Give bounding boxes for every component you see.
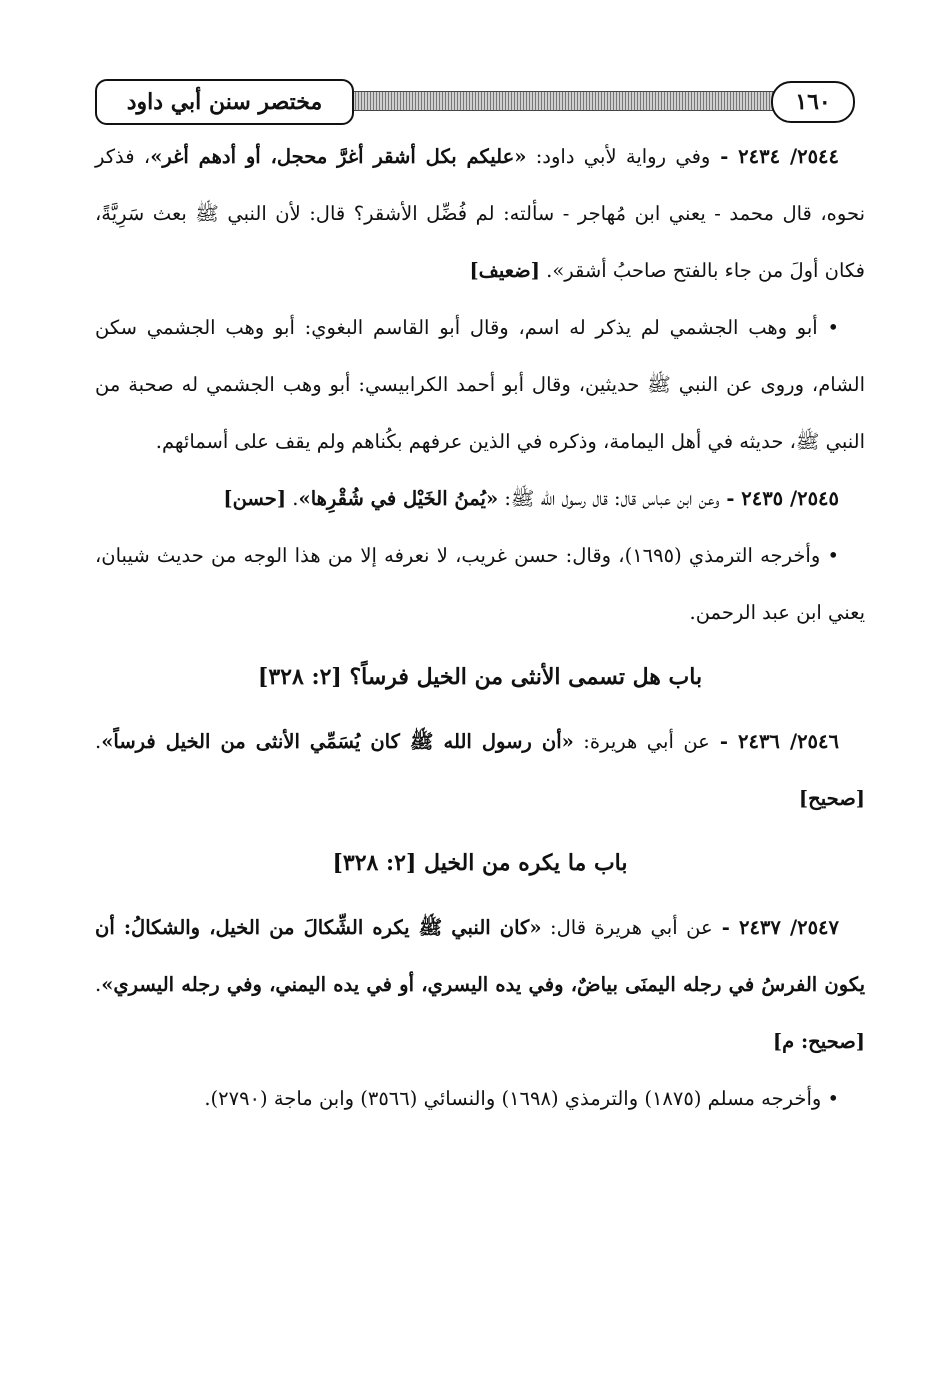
hadith-number: ٢٥٤٦/ ٢٤٣٦ - [709,730,839,753]
hadith-number: ٢٥٤٥/ ٢٤٣٥ - [719,487,839,510]
hadith-quote: «كان النبي ﷺ يكره الشِّكالَ من الخيل، والشكالُ: أن يكون الفرسُ في رجله اليمنَى بياضٌ، وفي يده اليسري، أو في يده اليمني، وفي رجله اليسري» [95,916,865,996]
hadith-lead: وفي رواية لأبي داود: [526,145,711,168]
hadith-quote: «عليكم بكل أشقر أغرَّ محجل، أو أدهم أغر» [150,145,527,168]
hadith-text: . [95,973,102,996]
hadith-grade: [صحيح] [798,787,865,810]
note-2547: • وأخرجه مسلم (١٨٧٥) والترمذي (١٦٩٨) والنسائي (٣٥٦٦) وابن ماجة (٢٧٩٠). [204,1087,839,1110]
hadith-grade: [حسن] [223,487,287,510]
hadith-text: . [286,487,299,510]
hadith-2547 [95,899,865,1070]
hadith-text: . [95,730,102,753]
page-body [95,128,865,1127]
hadith-lead: عن أبي هريرة قال: [541,916,713,939]
hadith-2544 [95,128,865,299]
running-header [95,75,865,127]
book-title: مختصر سنن أبي داود [95,79,354,125]
hadith-grade: [ضعيف] [469,259,540,282]
hadith-lead: وعن ابن عباس قال: قال رسول الله ﷺ: [498,487,720,510]
hadith-2546 [95,713,865,827]
hadith-number: ٢٥٤٧/ ٢٤٣٧ - [712,916,840,939]
hadith-quote: «يُمنُ الخَيْل في شُقْرِها» [298,487,499,510]
hadith-quote: «أن رسول الله ﷺ كان يُسَمِّي الأنثى من الخيل فرساً» [101,730,574,753]
hadith-grade: [صحيح: م] [772,1030,865,1053]
hadith-lead: عن أبي هريرة: [573,730,710,753]
hadith-number: ٢٥٤٤/ ٢٤٣٤ - [710,145,839,168]
header-ornament-band [325,91,785,111]
note-2544: • أبو وهب الجشمي لم يذكر له اسم، وقال أبو القاسم البغوي: أبو وهب الجشمي سكن الشام، وروى عن النبي ﷺ حديثين، وقال أبو أحمد الكرابيسي: أبو وهب الجشمي له صحبة من النبي ﷺ، حديثه في أهل اليمامة، وذكره في الذين عرفهم بكُناهم ولم يقف على أسمائهم. [95,316,865,453]
page-number: ١٦٠ [771,81,855,123]
chapter-heading: باب ما يكره من الخيل [٢: ٣٢٨] [332,850,628,876]
chapter-heading: باب هل تسمى الأنثى من الخيل فرساً؟ [٢: ٣٢٨] [257,664,703,690]
note-2545: • وأخرجه الترمذي (١٦٩٥)، وقال: حسن غريب، لا نعرفه إلا من هذا الوجه من حديث شيبان، يعني ابن عبد الرحمن. [95,544,865,624]
hadith-2545 [95,470,865,527]
hadith-text: ، فذكر نحوه، قال محمد - يعني ابن مُهاجر - سألته: لم فُضِّل الأشقر؟ قال: لأن النبي ﷺ بعث سَرِيَّةً، فكان أولَ من جاء بالفتح صاحبُ أشقر». [95,145,865,282]
